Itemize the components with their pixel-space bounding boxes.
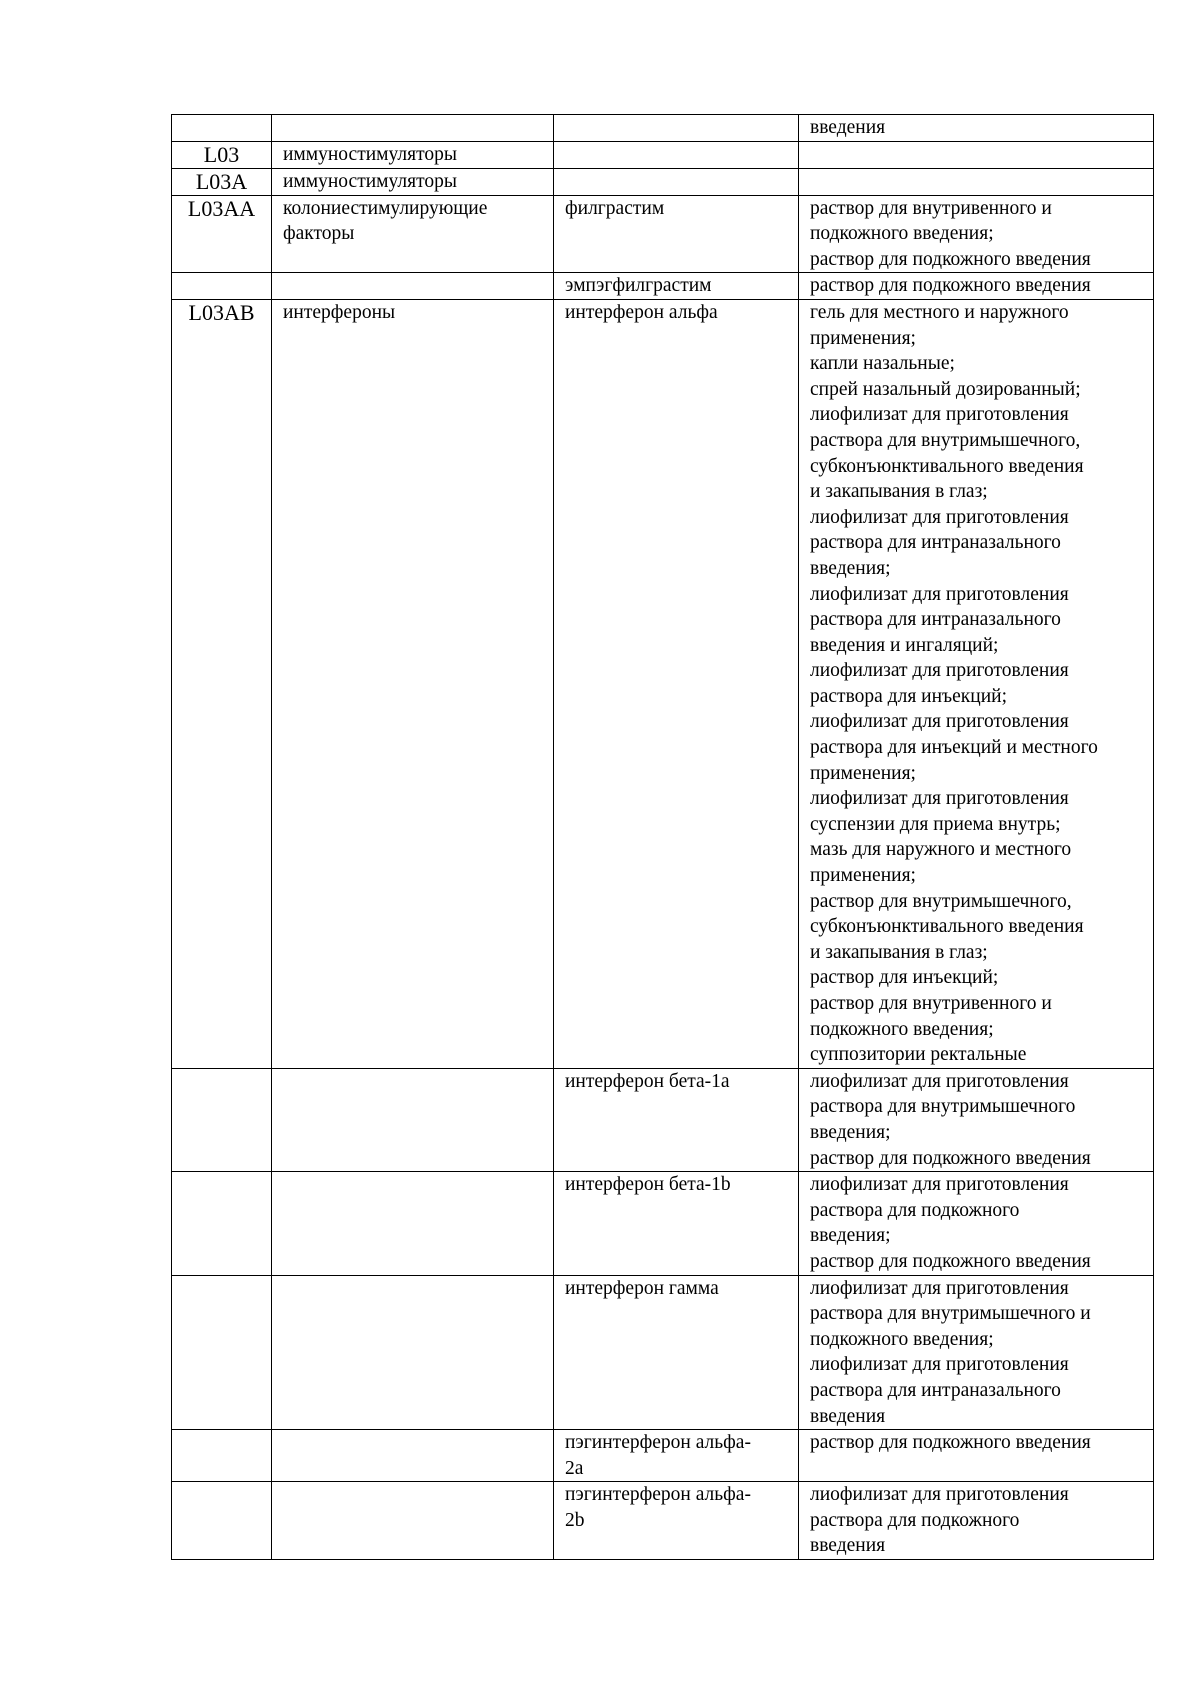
dosage-forms-cell: раствор для внутривенного и подкожного введения; раствор для подкожного введения: [799, 195, 1154, 273]
atc-code-cell: L03AB: [172, 299, 272, 1068]
group-cell: [272, 273, 554, 300]
drug-cell: интерферон гамма: [554, 1275, 799, 1430]
dosage-forms-cell: [799, 168, 1154, 195]
table-row: [172, 299, 1154, 1068]
drug-cell: интерферон альфа: [554, 299, 799, 1068]
table-row: [172, 1172, 1154, 1275]
atc-code-cell: [172, 1068, 272, 1171]
drug-table: [171, 114, 1154, 1560]
group-cell: [272, 115, 554, 142]
atc-code-cell: [172, 1430, 272, 1482]
drug-cell: филграстим: [554, 195, 799, 273]
drug-cell: пэгинтерферон альфа- 2b: [554, 1482, 799, 1560]
atc-code-cell: [172, 273, 272, 300]
group-cell: колониестимулирующие факторы: [272, 195, 554, 273]
table-row: [172, 168, 1154, 195]
table-row: [172, 115, 1154, 142]
table-row: [172, 195, 1154, 273]
dosage-forms-cell: лиофилизат для приготовления раствора для подкожного введения: [799, 1482, 1154, 1560]
atc-code-cell: L03A: [172, 168, 272, 195]
drug-cell: [554, 141, 799, 168]
atc-code-cell: L03: [172, 141, 272, 168]
group-cell: интерфероны: [272, 299, 554, 1068]
table-row: [172, 1068, 1154, 1171]
table-row: [172, 1430, 1154, 1482]
drug-cell: пэгинтерферон альфа- 2a: [554, 1430, 799, 1482]
table-row: [172, 1275, 1154, 1430]
dosage-forms-cell: введения: [799, 115, 1154, 142]
drug-cell: [554, 168, 799, 195]
group-cell: иммуностимуляторы: [272, 168, 554, 195]
group-cell: [272, 1172, 554, 1275]
dosage-forms-cell: лиофилизат для приготовления раствора для подкожного введения; раствор для подкожного введения: [799, 1172, 1154, 1275]
dosage-forms-cell: лиофилизат для приготовления раствора для внутримышечного и подкожного введения; лиофилизат для приготовления раствора для интраназального введения: [799, 1275, 1154, 1430]
group-cell: иммуностимуляторы: [272, 141, 554, 168]
drug-cell: эмпэгфилграстим: [554, 273, 799, 300]
drug-cell: интерферон бета-1b: [554, 1172, 799, 1275]
dosage-forms-cell: раствор для подкожного введения: [799, 273, 1154, 300]
drug-cell: интерферон бета-1a: [554, 1068, 799, 1171]
atc-code-cell: [172, 1172, 272, 1275]
dosage-forms-cell: [799, 141, 1154, 168]
table-row: [172, 141, 1154, 168]
dosage-forms-cell: лиофилизат для приготовления раствора для внутримышечного введения; раствор для подкожного введения: [799, 1068, 1154, 1171]
dosage-forms-cell: гель для местного и наружного применения; капли назальные; спрей назальный дозированный; лиофилизат для приготовления раствора для внутримышечного, субконъюнктивального введения и закапывания в глаз; лиофилизат для приготовления раствора для интраназального введения; лиофилизат для приготовления раствора для интраназального введения и ингаляций; лиофилизат для приготовления раствора для инъекций; лиофилизат для приготовления раствора для инъекций и местного применения; лиофилизат для приготовления суспензии для приема внутрь; мазь для наружного и местного применения; раствор для внутримышечного, субконъюнктивального введения и закапывания в глаз; раствор для инъекций; раствор для внутривенного и подкожного введения; суппозитории ректальные: [799, 299, 1154, 1068]
group-cell: [272, 1068, 554, 1171]
group-cell: [272, 1482, 554, 1560]
table-row: [172, 273, 1154, 300]
atc-code-cell: [172, 1482, 272, 1560]
table-row: [172, 1482, 1154, 1560]
atc-code-cell: L03AA: [172, 195, 272, 273]
group-cell: [272, 1430, 554, 1482]
atc-code-cell: [172, 1275, 272, 1430]
atc-code-cell: [172, 115, 272, 142]
dosage-forms-cell: раствор для подкожного введения: [799, 1430, 1154, 1482]
drug-cell: [554, 115, 799, 142]
group-cell: [272, 1275, 554, 1430]
